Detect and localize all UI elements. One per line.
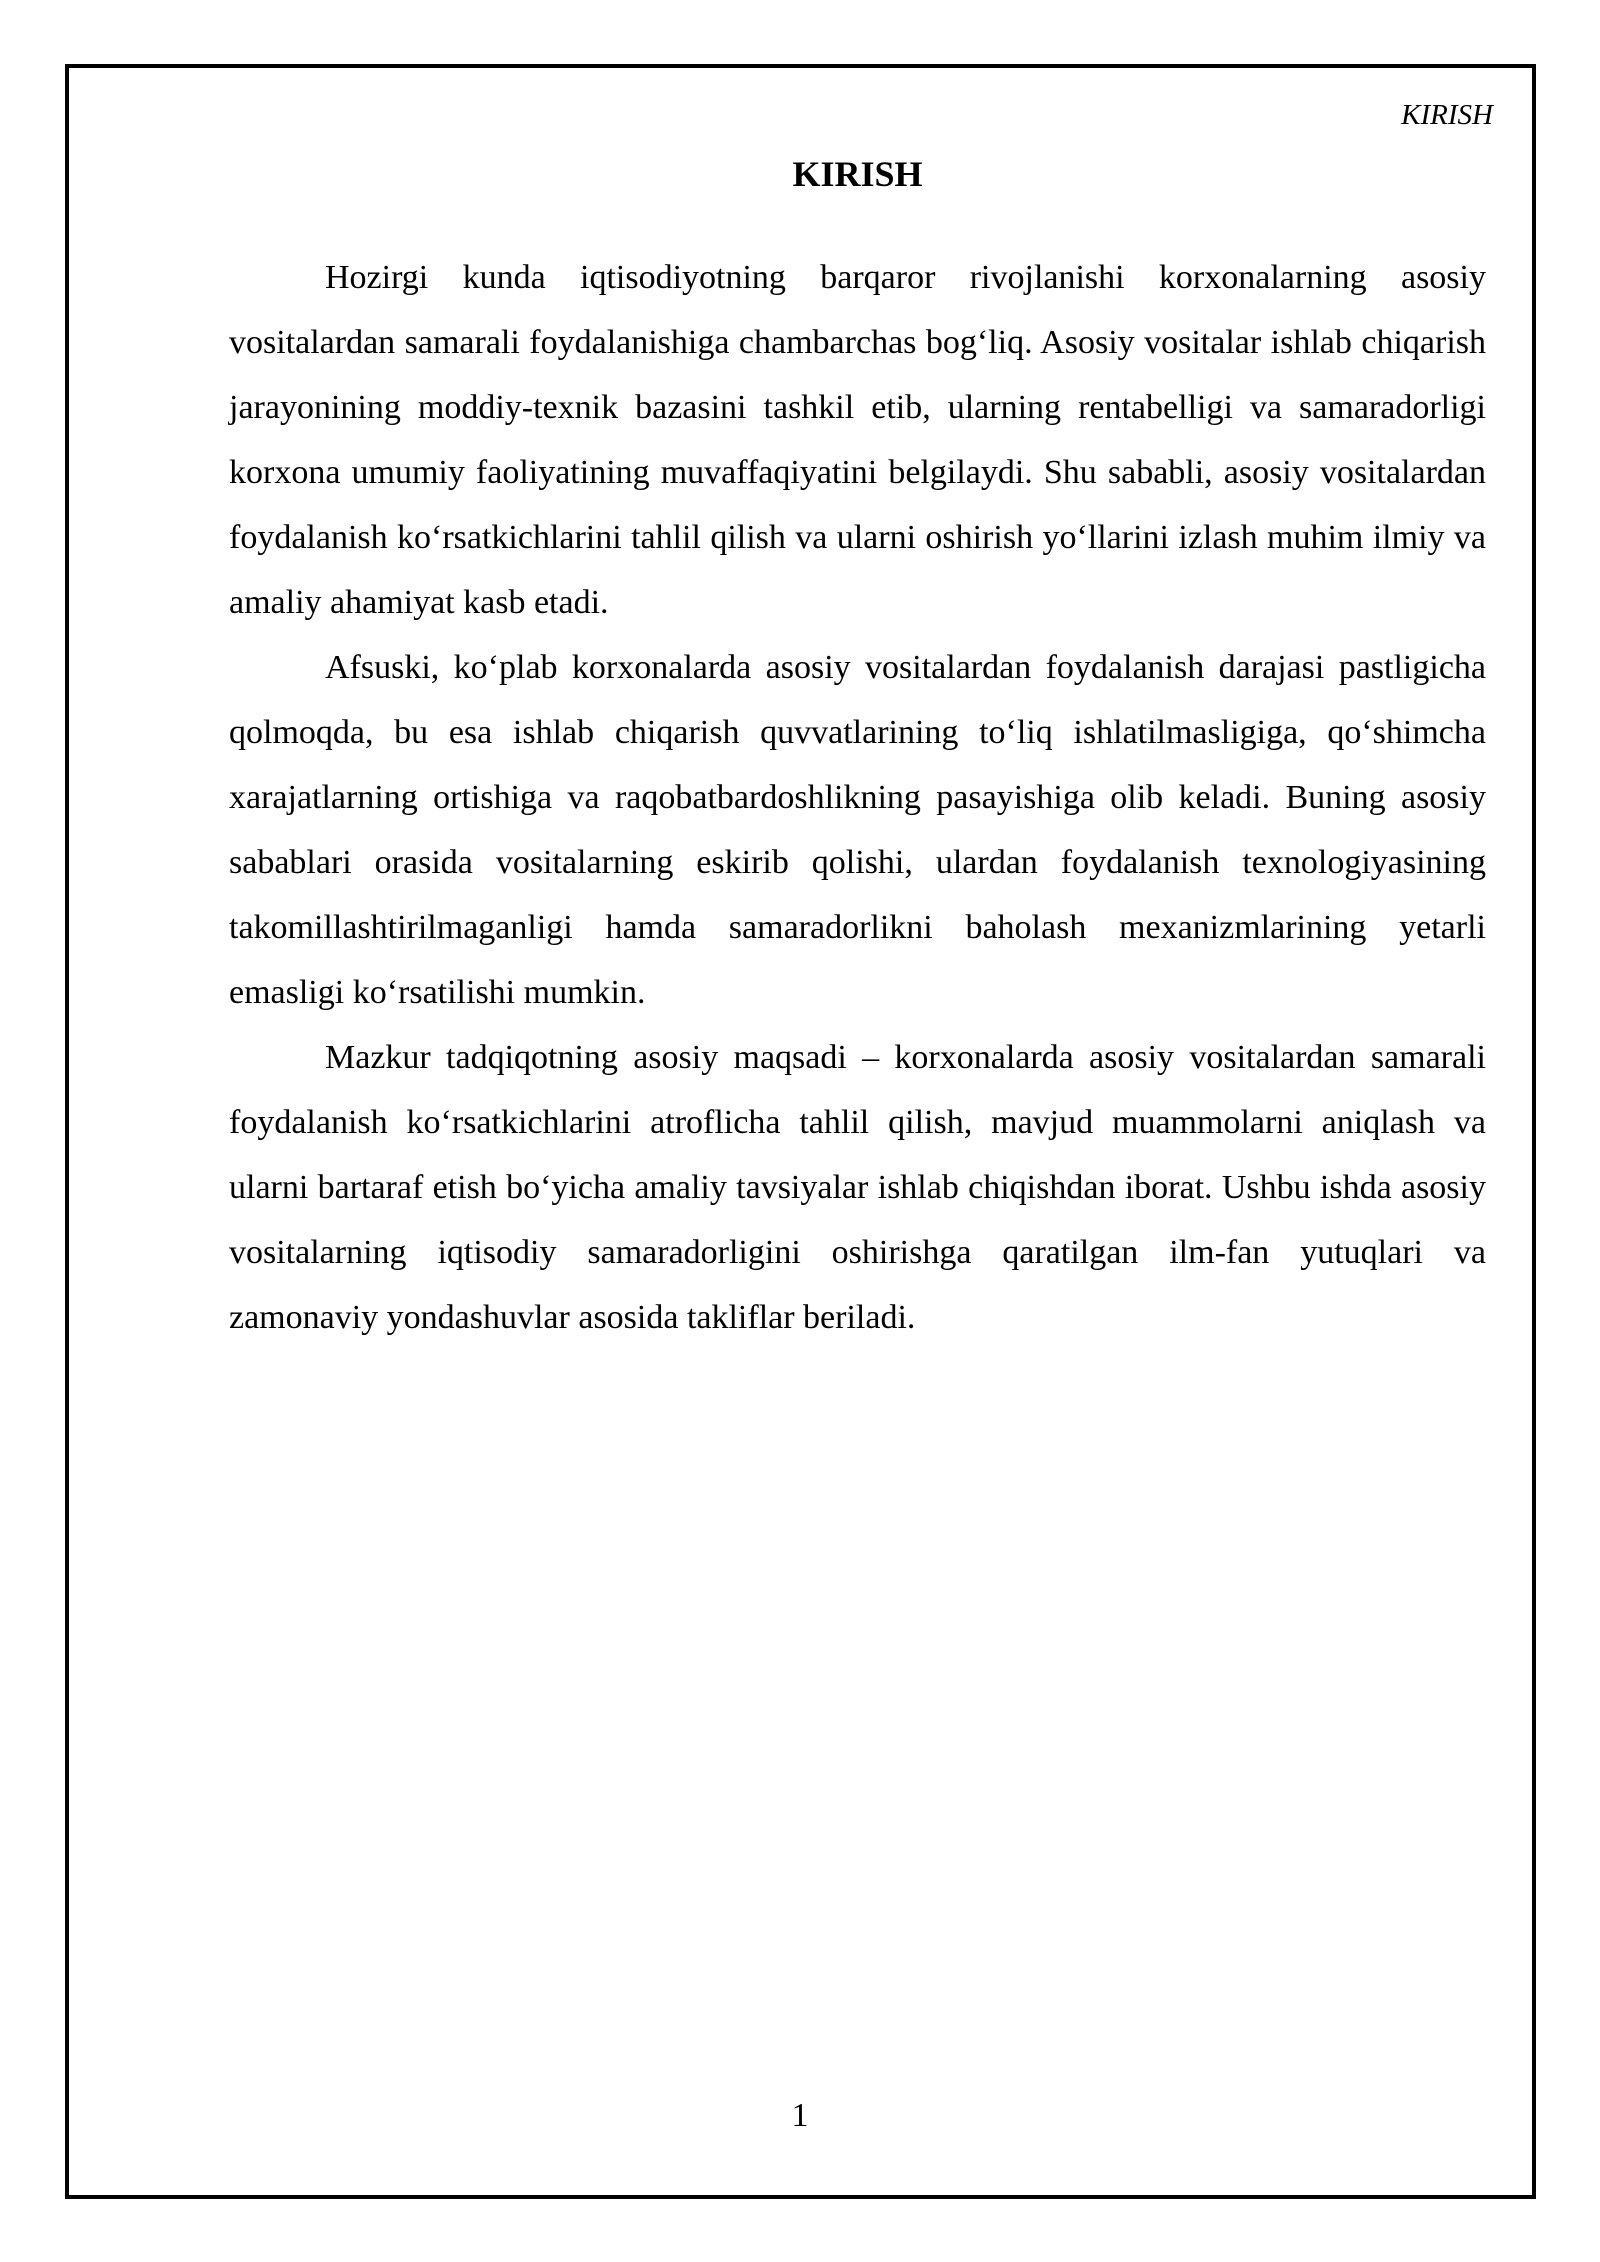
paragraph: Hozirgi kunda iqtisodiyotning barqaror rivojlanishi korxonalarning asosiy vositalardan samarali foydalanishiga chambarchas bog‘liq. Asosiy vositalar ishlab chiqarish jarayonining moddiy-texnik bazasini tashkil etib, ularning rentabelligi va samaradorligi korxona umumiy faoliyatining muvaffaqiyatini belgilaydi. Shu sababli, asosiy vositalardan foydalanish ko‘rsatkichlarini tahlil qilish va ularni oshirish yo‘llarini izlash muhim ilmiy va amaliy ahamiyat kasb etadi. bbox=[229, 259, 1486, 621]
page-number: 1 bbox=[791, 2097, 809, 2134]
body-text bbox=[229, 245, 1486, 1350]
paragraph: Mazkur tadqiqotning asosiy maqsadi – korxonalarda asosiy vositalardan samarali foydalanish ko‘rsatkichlarini atroflicha tahlil qilish, mavjud muammolarni aniqlash va ularni bartaraf etish bo‘yicha amaliy tavsiyalar ishlab chiqishdan iborat. Ushbu ishda asosiy vositalarning iqtisodiy samaradorligini oshirishga qaratilgan ilm-fan yutuqlari va zamonaviy yondashuvlar asosida takliflar beriladi. bbox=[229, 1039, 1486, 1336]
running-header: KIRISH bbox=[1401, 99, 1493, 131]
paragraph: Afsuski, ko‘plab korxonalarda asosiy vositalardan foydalanish darajasi pastligicha qolmoqda, bu esa ishlab chiqarish quvvatlarining to‘liq ishlatilmasligiga, qo‘shimcha xarajatlarning ortishiga va raqobatbardoshlikning pasayishiga olib keladi. Buning asosiy sabablari orasida vositalarning eskirib qolishi, ulardan foydalanish texnologiyasining takomillashtirilmaganligi hamda samaradorlikni baholash mexanizmlarining yetarli emasligi ko‘rsatilishi mumkin. bbox=[229, 649, 1486, 1011]
page-title: KIRISH bbox=[792, 154, 923, 194]
